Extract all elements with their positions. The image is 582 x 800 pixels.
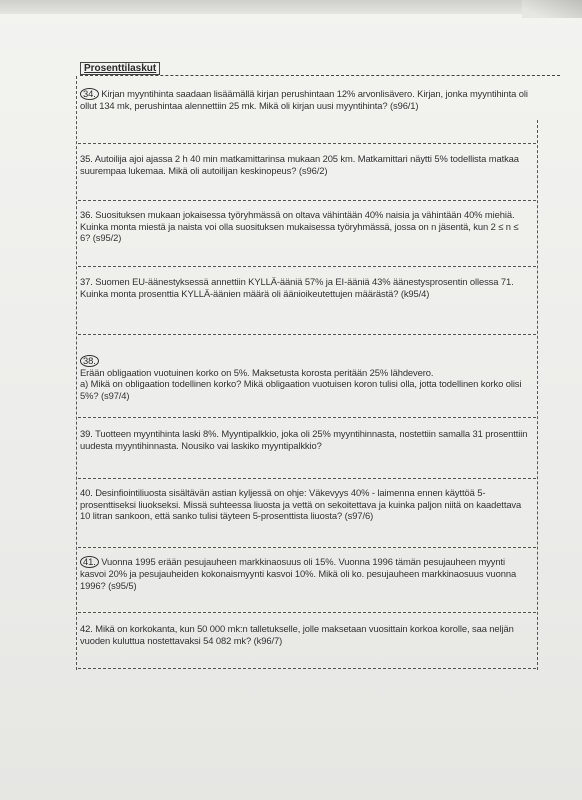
problem-text: Suomen EU-äänestyksessä annettiin KYLLÄ-ääniä 57% ja EI-ääniä 43% äänestysprosentin ollessa 71. Kuinka monta prosenttia KYLLÄ-äänien määrä oli äänioikeutettujen määrästä? (k95/4): [80, 276, 514, 299]
problem-number: 40.: [80, 487, 93, 498]
problem-38: [80, 343, 530, 401]
problem-divider: [78, 478, 536, 479]
problem-text: Desinfiointiliuosta sisältävän astian kyljessä on ohje: Väkevyys 40% - laimenna ennen käyttöä 5-prosenttiseksi liuokseksi. Missä suhteessa liuosta ja vettä on sekoitettava ja kuinka paljon niitä on kaadettava 10 litran sankoon, että sanko tulisi täyteen 5-prosenttista liuosta? (s97/6): [80, 487, 522, 522]
problem-text: Autoilija ajoi ajassa 2 h 40 min matkamittarinsa mukaan 205 km. Matkamittari näytti 5% todellista matkaa suurempaa lukemaa. Mikä oli autoilijan keskinopeus? (s96/2): [80, 153, 519, 176]
problem-text: Suosituksen mukaan jokaisessa työryhmässä on oltava vähintään 40% naisia ja vähintään 40% miehiä. Kuinka monta miestä ja naista voi olla suosituksen mukaisessa työryhmässä, jossa on n jäsentä, kun 2 ≤ n ≤ 6? (s95/2): [80, 209, 519, 244]
header-divider: [80, 75, 560, 76]
problem-number: 38.: [80, 355, 99, 367]
problem-divider: [78, 334, 536, 335]
problem-divider: [78, 417, 536, 418]
problem-34: [80, 88, 530, 112]
problem-39: [80, 428, 530, 451]
problem-text: Kirjan myyntihinta saadaan lisäämällä kirjan perushintaan 12% arvonlisävero. Kirjan, jonka myyntihinta oli ollut 134 mk, perushintaa alennettiin 25 mk. Mikä oli kirjan uusi myyntihinta? (s96/1): [80, 88, 528, 111]
problem-number: 41.: [80, 556, 99, 568]
page-corner-fold: [522, 0, 582, 18]
problem-41: [80, 556, 530, 591]
problem-divider: [78, 547, 536, 548]
problem-divider: [78, 668, 536, 669]
page-top-edge: [0, 0, 582, 14]
problem-37: [80, 276, 530, 299]
problem-36: [80, 209, 530, 244]
problem-number: 42.: [80, 623, 93, 634]
problem-42: [80, 623, 530, 646]
problem-text: Tuotteen myyntihinta laski 8%. Myyntipalkkio, joka oli 25% myyntihinnasta, nostettiin samalla 31 prosenttiin uudesta myyntihinnasta. Nousiko vai laskiko myyntipalkkio?: [80, 428, 528, 451]
problem-35: [80, 153, 530, 176]
problem-number: 35.: [80, 153, 93, 164]
problem-40: [80, 487, 530, 522]
problem-text: Erään obligaation vuotuinen korko on 5%. Maksetusta korosta peritään 25% lähdevero. a) Mikä on obligaation todellinen korko? Mikä obligaation vuotuisen koron tulisi olla, jotta todellinen korko olisi 5%? (s97/4): [80, 366, 522, 401]
problem-divider: [78, 200, 536, 201]
problem-number: 34.: [80, 88, 99, 100]
problem-text: Mikä on korkokanta, kun 50 000 mk:n talletukselle, jolle maksetaan vuosittain korkoa korolle, saa neljän vuoden kuluttua nostettavaksi 54 082 mk? (k96/7): [80, 623, 514, 646]
frame-right-line: [537, 120, 538, 670]
problem-text: Vuonna 1995 erään pesujauheen markkinaosuus oli 15%. Vuonna 1996 tämän pesujauheen myynti kasvoi 20% ja pesujauheiden kokonaismyynti kasvoi 10%. Mikä oli ko. pesujauheen markkinaosuus vuonna 1996? (s95/5): [80, 556, 517, 591]
problem-number: 36.: [80, 209, 93, 220]
problem-number: 39.: [80, 428, 93, 439]
problem-divider: [78, 266, 536, 267]
section-header: Prosenttilaskut: [80, 62, 160, 75]
frame-left-line: [76, 76, 77, 670]
problem-divider: [78, 612, 536, 613]
problem-number: 37.: [80, 276, 93, 287]
problem-divider: [78, 143, 536, 144]
